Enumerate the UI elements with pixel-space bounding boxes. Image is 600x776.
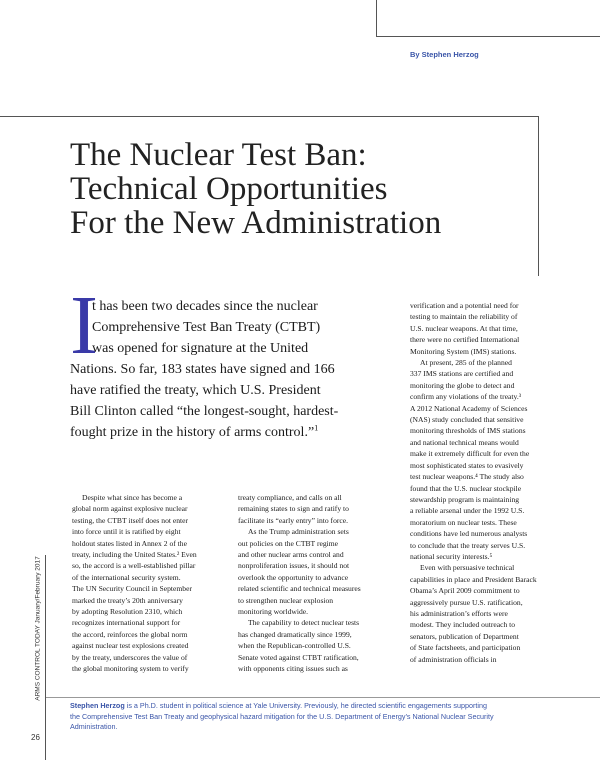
- lead-line: have ratified the treaty, which U.S. President: [70, 383, 321, 398]
- text-line: Monitoring System (IMS) stations.: [410, 346, 517, 356]
- title-line: The Nuclear Test Ban:: [70, 137, 367, 173]
- text-line: national security interests.⁵: [410, 551, 493, 561]
- text-line: remaining states to sign and ratify to: [238, 504, 349, 514]
- text-line: conditions have led numerous analysts: [410, 529, 528, 539]
- text-line: As the Trump administration sets: [248, 527, 349, 537]
- text-line: U.S. nuclear weapons. At that time,: [410, 323, 518, 333]
- text-line: of administration officials in: [410, 654, 497, 664]
- frame-rule: [0, 116, 539, 117]
- text-line: monitoring the globe to detect and: [410, 380, 515, 390]
- lead-paragraph: [70, 296, 392, 443]
- text-line: to conclude that the treaty serves U.S.: [410, 540, 526, 550]
- text-line: recognizes international support for: [72, 618, 181, 628]
- drop-cap: I: [70, 279, 98, 372]
- text-line: marked the treaty’s 20th anniversary: [72, 595, 183, 605]
- bio-name: Stephen Herzog: [70, 701, 125, 710]
- text-line: of the international security system.: [72, 572, 181, 582]
- frame-rule: [376, 36, 600, 37]
- text-line: there were no certified International: [410, 335, 520, 345]
- text-line: his administration’s efforts were: [410, 608, 508, 618]
- text-line: against nuclear test explosions created: [72, 641, 189, 651]
- text-line: the global monitoring system to verify: [72, 664, 189, 674]
- text-line: by the treaty, underscores the value of: [72, 652, 188, 662]
- text-line: when the Republican-controlled U.S.: [238, 641, 351, 651]
- text-line: modest. They included outreach to: [410, 620, 516, 630]
- text-line: treaty compliance, and calls on all: [238, 493, 342, 502]
- text-line: nonproliferation issues, it should not: [238, 561, 350, 571]
- article-title: [70, 138, 530, 240]
- text-line: and other nuclear arms control and: [238, 550, 344, 560]
- text-line: with opponents citing issues such as: [238, 664, 348, 674]
- text-line: into force until it is ratified by eight: [72, 527, 181, 537]
- byline: By Stephen Herzog: [410, 50, 479, 59]
- text-line: make it extremely difficult for even the: [410, 449, 530, 459]
- text-line: testing to maintain the reliability of: [410, 312, 518, 322]
- text-line: A 2012 National Academy of Sciences: [410, 403, 528, 413]
- text-line: holdout states listed in Annex 2 of the: [72, 538, 187, 548]
- text-line: testing, the CTBT itself does not enter: [72, 515, 189, 525]
- margin-rule: [45, 555, 46, 760]
- text-line: Despite what since has become a: [82, 493, 183, 502]
- text-line: related scientific and technical measures: [238, 584, 361, 594]
- bio-line: Administration.: [70, 722, 118, 731]
- text-line: confirm any violations of the treaty.³: [410, 392, 522, 402]
- text-line: most sophisticated states to evasively: [410, 460, 524, 470]
- text-line: 337 IMS stations are certified and: [410, 369, 514, 379]
- lead-line: [70, 422, 392, 443]
- text-line: the accord, reinforces the global norm: [72, 629, 188, 639]
- body-column-3: [410, 300, 560, 665]
- text-line: treaty, including the United States.² Even: [72, 550, 197, 560]
- text-line: verification and a potential need for: [410, 301, 519, 310]
- text-line: and national technical means would: [410, 437, 519, 447]
- text-line: Obama’s April 2009 commitment to: [410, 586, 520, 596]
- bio-line: the Comprehensive Test Ban Treaty and geophysical hazard mitigation for the U.S. Department of Energy’s National Nuclear Security: [70, 711, 494, 721]
- text-line: test nuclear weapons.⁴ The study also: [410, 472, 524, 482]
- running-head: [31, 555, 41, 705]
- title-line: For the New Administration: [70, 205, 442, 241]
- lead-line: was opened for signature at the United: [92, 341, 309, 356]
- text-line: by adopting Resolution 2310, which: [72, 607, 183, 617]
- lead-line: t has been two decades since the nuclear: [92, 299, 318, 314]
- text-line: (NAS) study concluded that sensitive: [410, 415, 524, 425]
- bio-line: is a Ph.D. student in political science at Yale University. Previously, he directed scientific engagements supporting: [124, 701, 487, 710]
- text-line: The capability to detect nuclear tests: [248, 618, 360, 628]
- text-line: out policies on the CTBT regime: [238, 538, 339, 548]
- text-line: moratorium on nuclear tests. These: [410, 517, 517, 527]
- frame-rule: [376, 0, 377, 36]
- text-line: global norm against explosive nuclear: [72, 504, 188, 514]
- lead-line: Nations. So far, 183 states have signed and 166: [70, 362, 335, 377]
- text-line: capabilities in place and President Barack: [410, 574, 537, 584]
- text-line: Even with persuasive technical: [420, 563, 515, 573]
- text-line: facilitate its “early entry” into force.: [238, 515, 349, 525]
- lead-line: Comprehensive Test Ban Treaty (CTBT): [92, 320, 321, 335]
- text-line: has changed dramatically since 1999,: [238, 629, 352, 639]
- text-line: overlook the opportunity to advance: [238, 572, 349, 582]
- running-head-text: ARMS CONTROL TODAY January/February 2017: [34, 556, 42, 701]
- text-line: senators, publication of Department: [410, 631, 519, 641]
- text-line: The UN Security Council in September: [72, 584, 192, 594]
- lead-line-text: fought prize in the history of arms control.”: [70, 425, 315, 440]
- page-number: 26: [31, 733, 40, 742]
- text-line: stewardship program is maintaining: [410, 494, 520, 504]
- text-line: monitoring worldwide.: [238, 607, 309, 617]
- frame-rule: [538, 116, 539, 276]
- body-column-1: [72, 492, 222, 675]
- text-line: Senate voted against CTBT ratification,: [238, 652, 359, 662]
- text-line: monitoring thresholds of IMS stations: [410, 426, 526, 436]
- text-line: so, the accord is a well-established pillar: [72, 561, 196, 571]
- text-line: to strengthen nuclear explosion: [238, 595, 334, 605]
- text-line: of State factsheets, and participation: [410, 643, 521, 653]
- body-column-2: [238, 492, 388, 675]
- text-line: At present, 285 of the planned: [420, 358, 512, 368]
- title-line: Technical Opportunities: [70, 171, 388, 207]
- text-line: aggressively pursue U.S. ratification,: [410, 597, 523, 607]
- text-line: a reliable arsenal under the 1992 U.S.: [410, 506, 525, 516]
- author-bio: [70, 701, 550, 733]
- lead-line: Bill Clinton called “the longest-sought, hardest-: [70, 404, 339, 419]
- footnote-ref: 1: [314, 423, 319, 433]
- bio-rule: [46, 697, 600, 698]
- text-line: found that the U.S. nuclear stockpile: [410, 483, 522, 493]
